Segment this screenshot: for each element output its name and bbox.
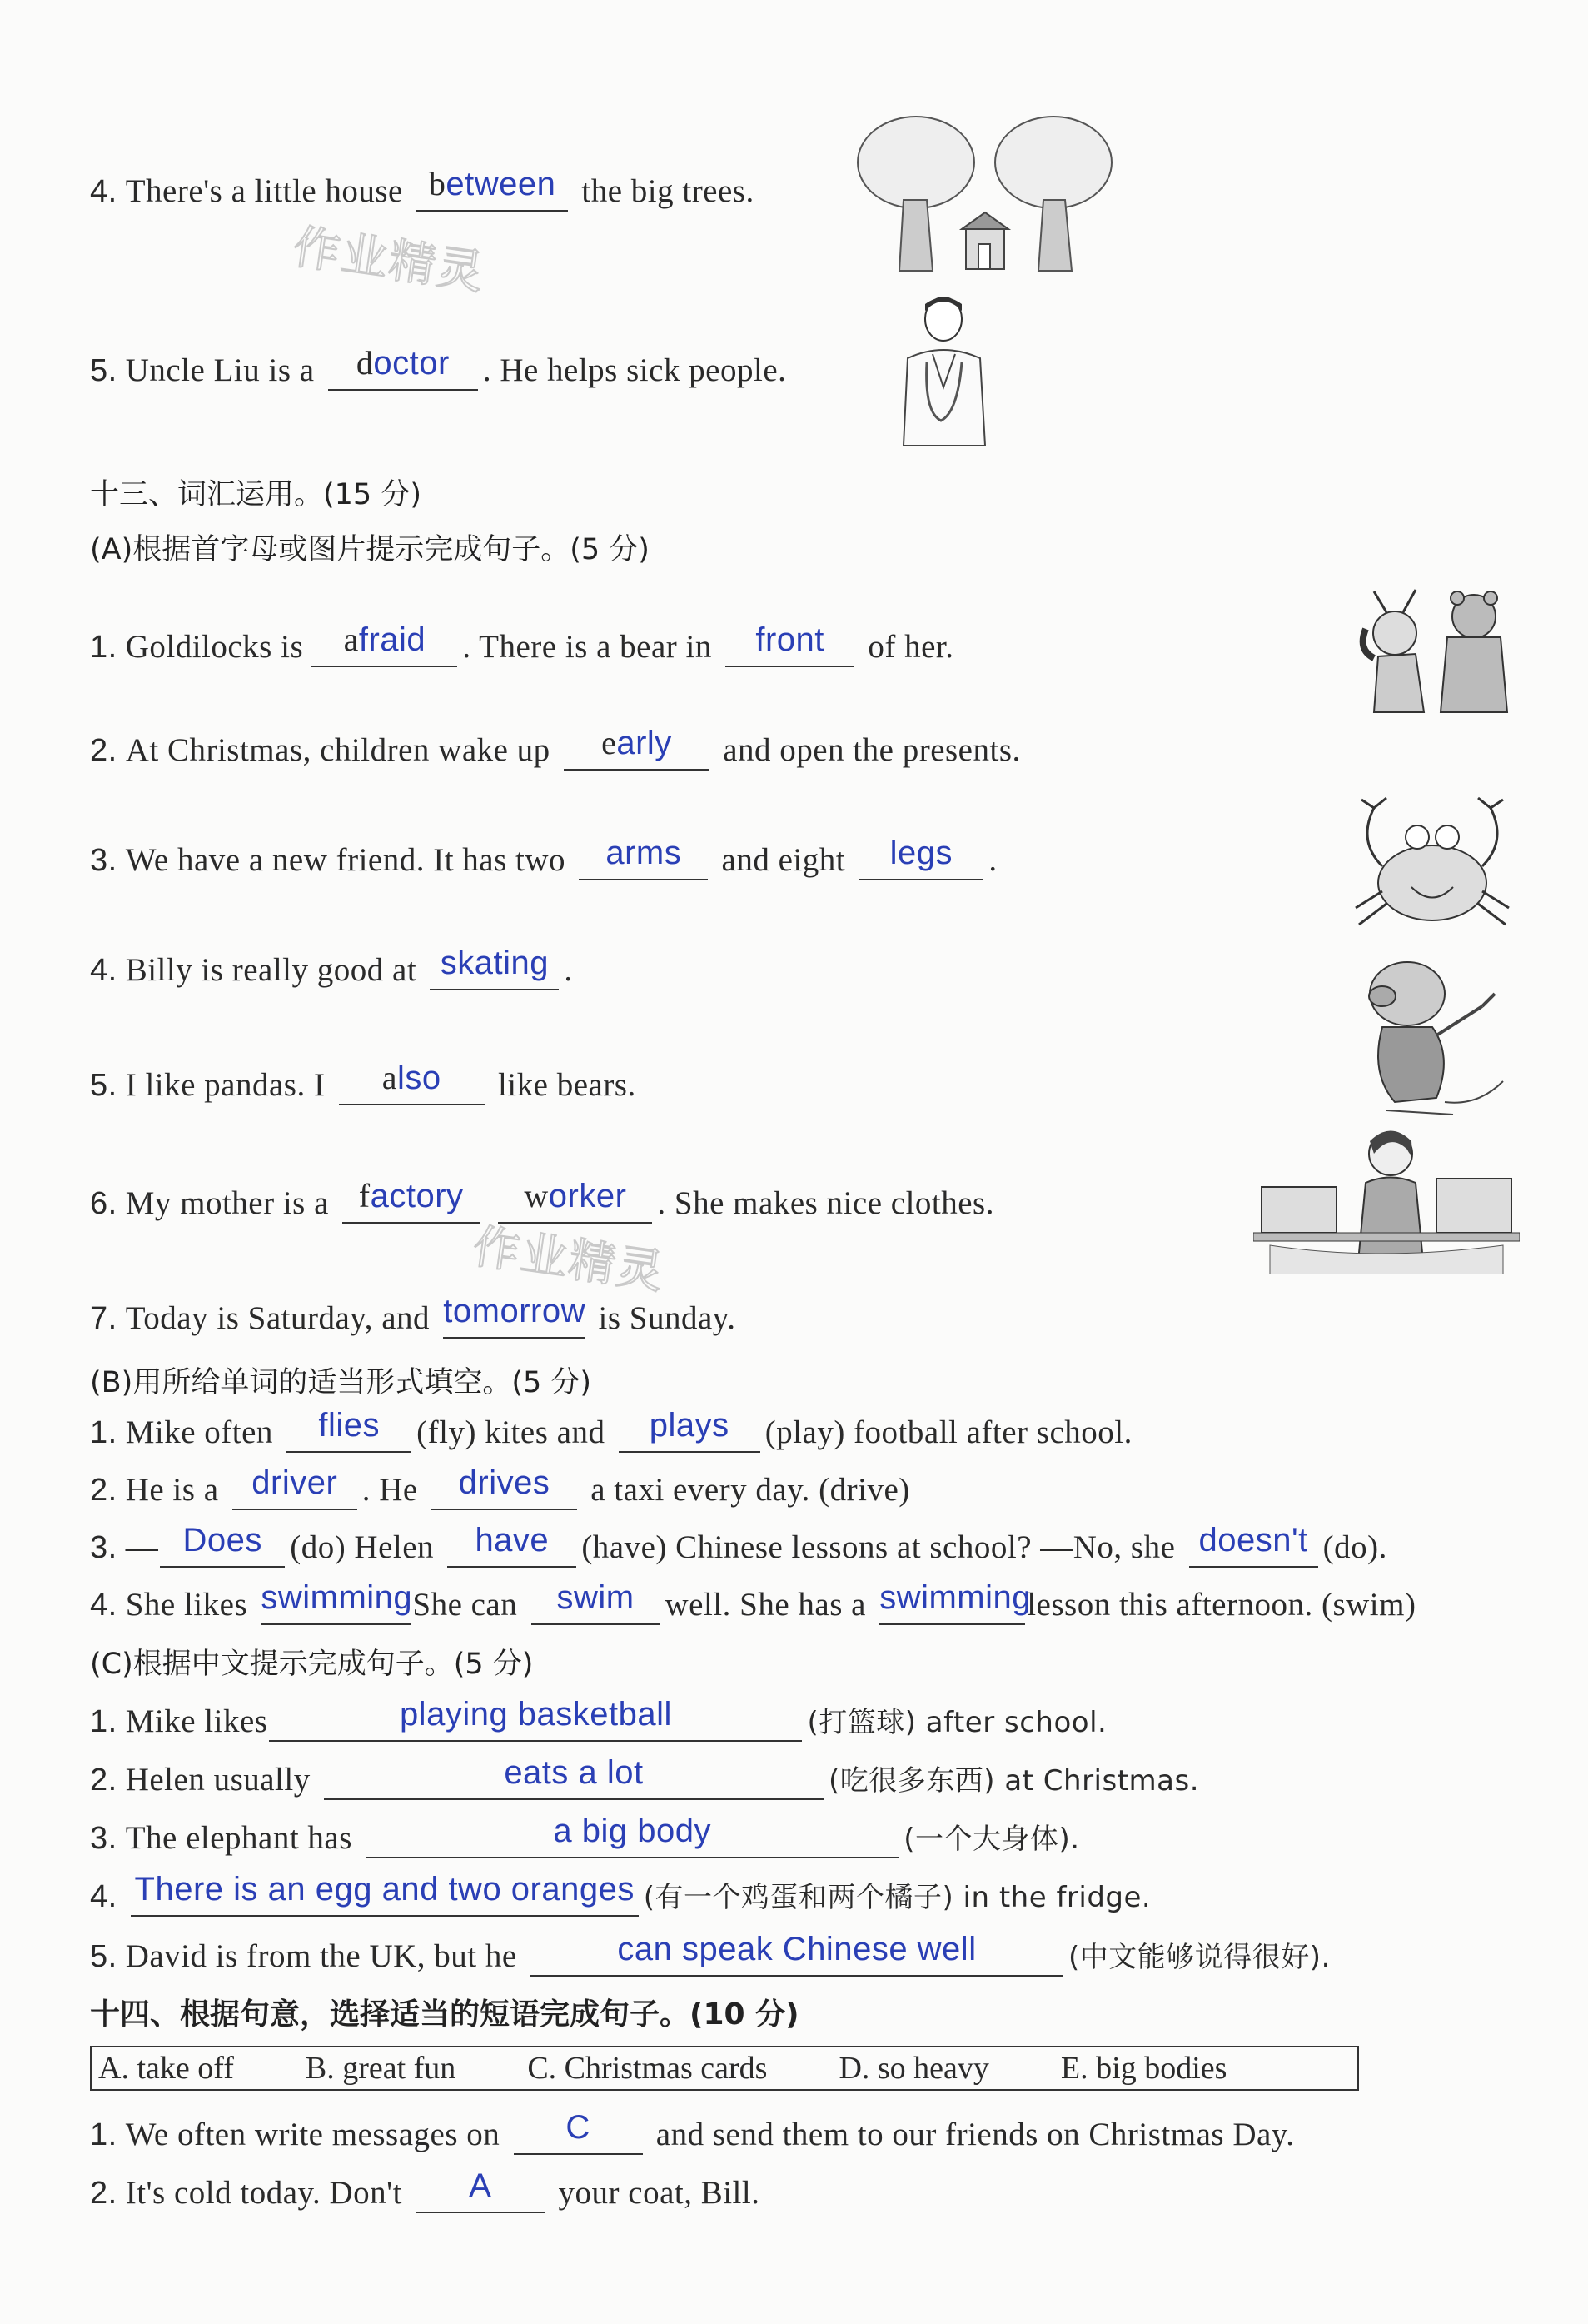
answer-blank[interactable]: legs	[859, 841, 983, 880]
answer-blank[interactable]: swimming	[261, 1586, 411, 1625]
a-question-1: 1. Goldilocks is afraid . There is a bear in front of her.	[90, 626, 954, 667]
answer-blank[interactable]: swimming	[879, 1586, 1025, 1625]
answer-blank[interactable]: flies	[286, 1414, 411, 1453]
c-question-1: 1. Mike likes playing basketball (打篮球) after school.	[90, 1699, 1107, 1742]
crab-picture	[1349, 791, 1516, 937]
answer-blank[interactable]: between	[416, 171, 568, 212]
b-question-3: 3. — Does (do) Helen have (have) Chinese lessons at school? —No, she doesn't (do).	[90, 1529, 1387, 1568]
b-question-2: 2. He is a driver . He drives a taxi every day. (drive)	[90, 1471, 910, 1510]
watermark: 作业精灵	[289, 220, 489, 301]
question-number: 4.	[90, 174, 117, 209]
a-question-3: 3. We have a new friend. It has two arms and eight legs .	[90, 841, 998, 880]
answer-blank[interactable]: eats a lot	[324, 1761, 824, 1800]
girl-bear-picture	[1349, 583, 1516, 716]
doctor-picture	[887, 296, 1003, 450]
part-a-title: (A)根据首字母或图片提示完成句子。(5 分)	[90, 533, 650, 566]
c-question-5: 5. David is from the UK, but he can speak Chinese well (中文能够说得很好).	[90, 1934, 1331, 1977]
option-c: C. Christmas cards	[527, 2051, 768, 2086]
answer-blank[interactable]: have	[447, 1529, 576, 1568]
answer-blank[interactable]: tomorrow	[443, 1299, 585, 1339]
answer-blank[interactable]: worker	[498, 1183, 652, 1224]
factory-worker-picture	[1253, 1120, 1520, 1274]
s14-question-2: 2. It's cold today. Don't A your coat, Bill.	[90, 2174, 759, 2213]
part-b-title: (B)用所给单词的适当形式填空。(5 分)	[90, 1366, 592, 1399]
answer-blank[interactable]: A	[416, 2174, 545, 2213]
trees-house-picture	[854, 112, 1120, 279]
answer-blank[interactable]: swim	[531, 1586, 660, 1625]
answer-blank[interactable]: playing basketball	[269, 1703, 802, 1742]
a-question-7: 7. Today is Saturday, and tomorrow is Sunday.	[90, 1299, 736, 1339]
a-question-5: 5. I like pandas. I also like bears.	[90, 1065, 636, 1105]
answer-blank[interactable]: skating	[430, 951, 559, 990]
c-question-2: 2. Helen usually eats a lot (吃很多东西) at Christmas.	[90, 1758, 1199, 1800]
answer-blank[interactable]: also	[339, 1065, 485, 1105]
answer-blank[interactable]: afraid	[311, 626, 457, 667]
answer-blank[interactable]: plays	[619, 1414, 760, 1453]
section-14-title: 十四、根据句意，选择适当的短语完成句子。(10 分)	[90, 1997, 799, 2032]
options-box	[90, 2046, 1359, 2091]
s14-question-1: 1. We often write messages on C and send them to our friends on Christmas Day.	[90, 2116, 1295, 2155]
top-question-4: 4. There's a little house between the big trees.	[90, 171, 754, 212]
option-b: B. great fun	[305, 2051, 456, 2086]
answer-blank[interactable]: doesn't	[1189, 1529, 1318, 1568]
option-e: E. big bodies	[1060, 2051, 1227, 2086]
c-question-4: 4. There is an egg and two oranges (有一个鸡蛋和两个橘子) in the fridge.	[90, 1874, 1151, 1917]
answer-blank[interactable]: front	[725, 628, 854, 667]
a-question-2: 2. At Christmas, children wake up early and open the presents.	[90, 730, 1021, 771]
top-question-5: 5. Uncle Liu is a doctor . He helps sick people.	[90, 350, 786, 391]
answer-blank[interactable]: C	[514, 2116, 643, 2155]
answer-blank[interactable]: early	[564, 730, 709, 771]
option-a: A. take off	[98, 2051, 234, 2086]
b-question-1: 1. Mike often flies (fly) kites and plays (play) football after school.	[90, 1414, 1133, 1453]
a-question-4: 4. Billy is really good at skating .	[90, 951, 573, 990]
answer-blank[interactable]: a big body	[366, 1819, 899, 1858]
answer-blank[interactable]: arms	[579, 841, 708, 880]
pig-skating-picture	[1337, 956, 1511, 1119]
b-question-4: 4. She likes swimmingShe can swim well. She has a swimminglesson this afternoon. (swim)	[90, 1586, 1416, 1625]
answer-blank[interactable]: doctor	[328, 350, 478, 391]
answer-blank[interactable]: driver	[232, 1471, 357, 1510]
answer-blank[interactable]: Does	[160, 1529, 285, 1568]
answer-blank[interactable]: drives	[431, 1471, 577, 1510]
a-question-6: 6. My mother is a factory worker . She makes nice clothes.	[90, 1183, 994, 1224]
answer-blank[interactable]: factory	[342, 1183, 480, 1224]
watermark: 作业精灵	[469, 1219, 669, 1300]
part-c-title: (C)根据中文提示完成句子。(5 分)	[90, 1648, 534, 1681]
section-13-title: 十三、词汇运用。(15 分)	[90, 478, 421, 511]
answer-blank[interactable]: can speak Chinese well	[530, 1937, 1063, 1977]
answer-blank[interactable]: There is an egg and two oranges	[131, 1878, 639, 1917]
c-question-3: 3. The elephant has a big body (一个大身体).	[90, 1816, 1080, 1858]
option-d: D. so heavy	[839, 2051, 989, 2086]
